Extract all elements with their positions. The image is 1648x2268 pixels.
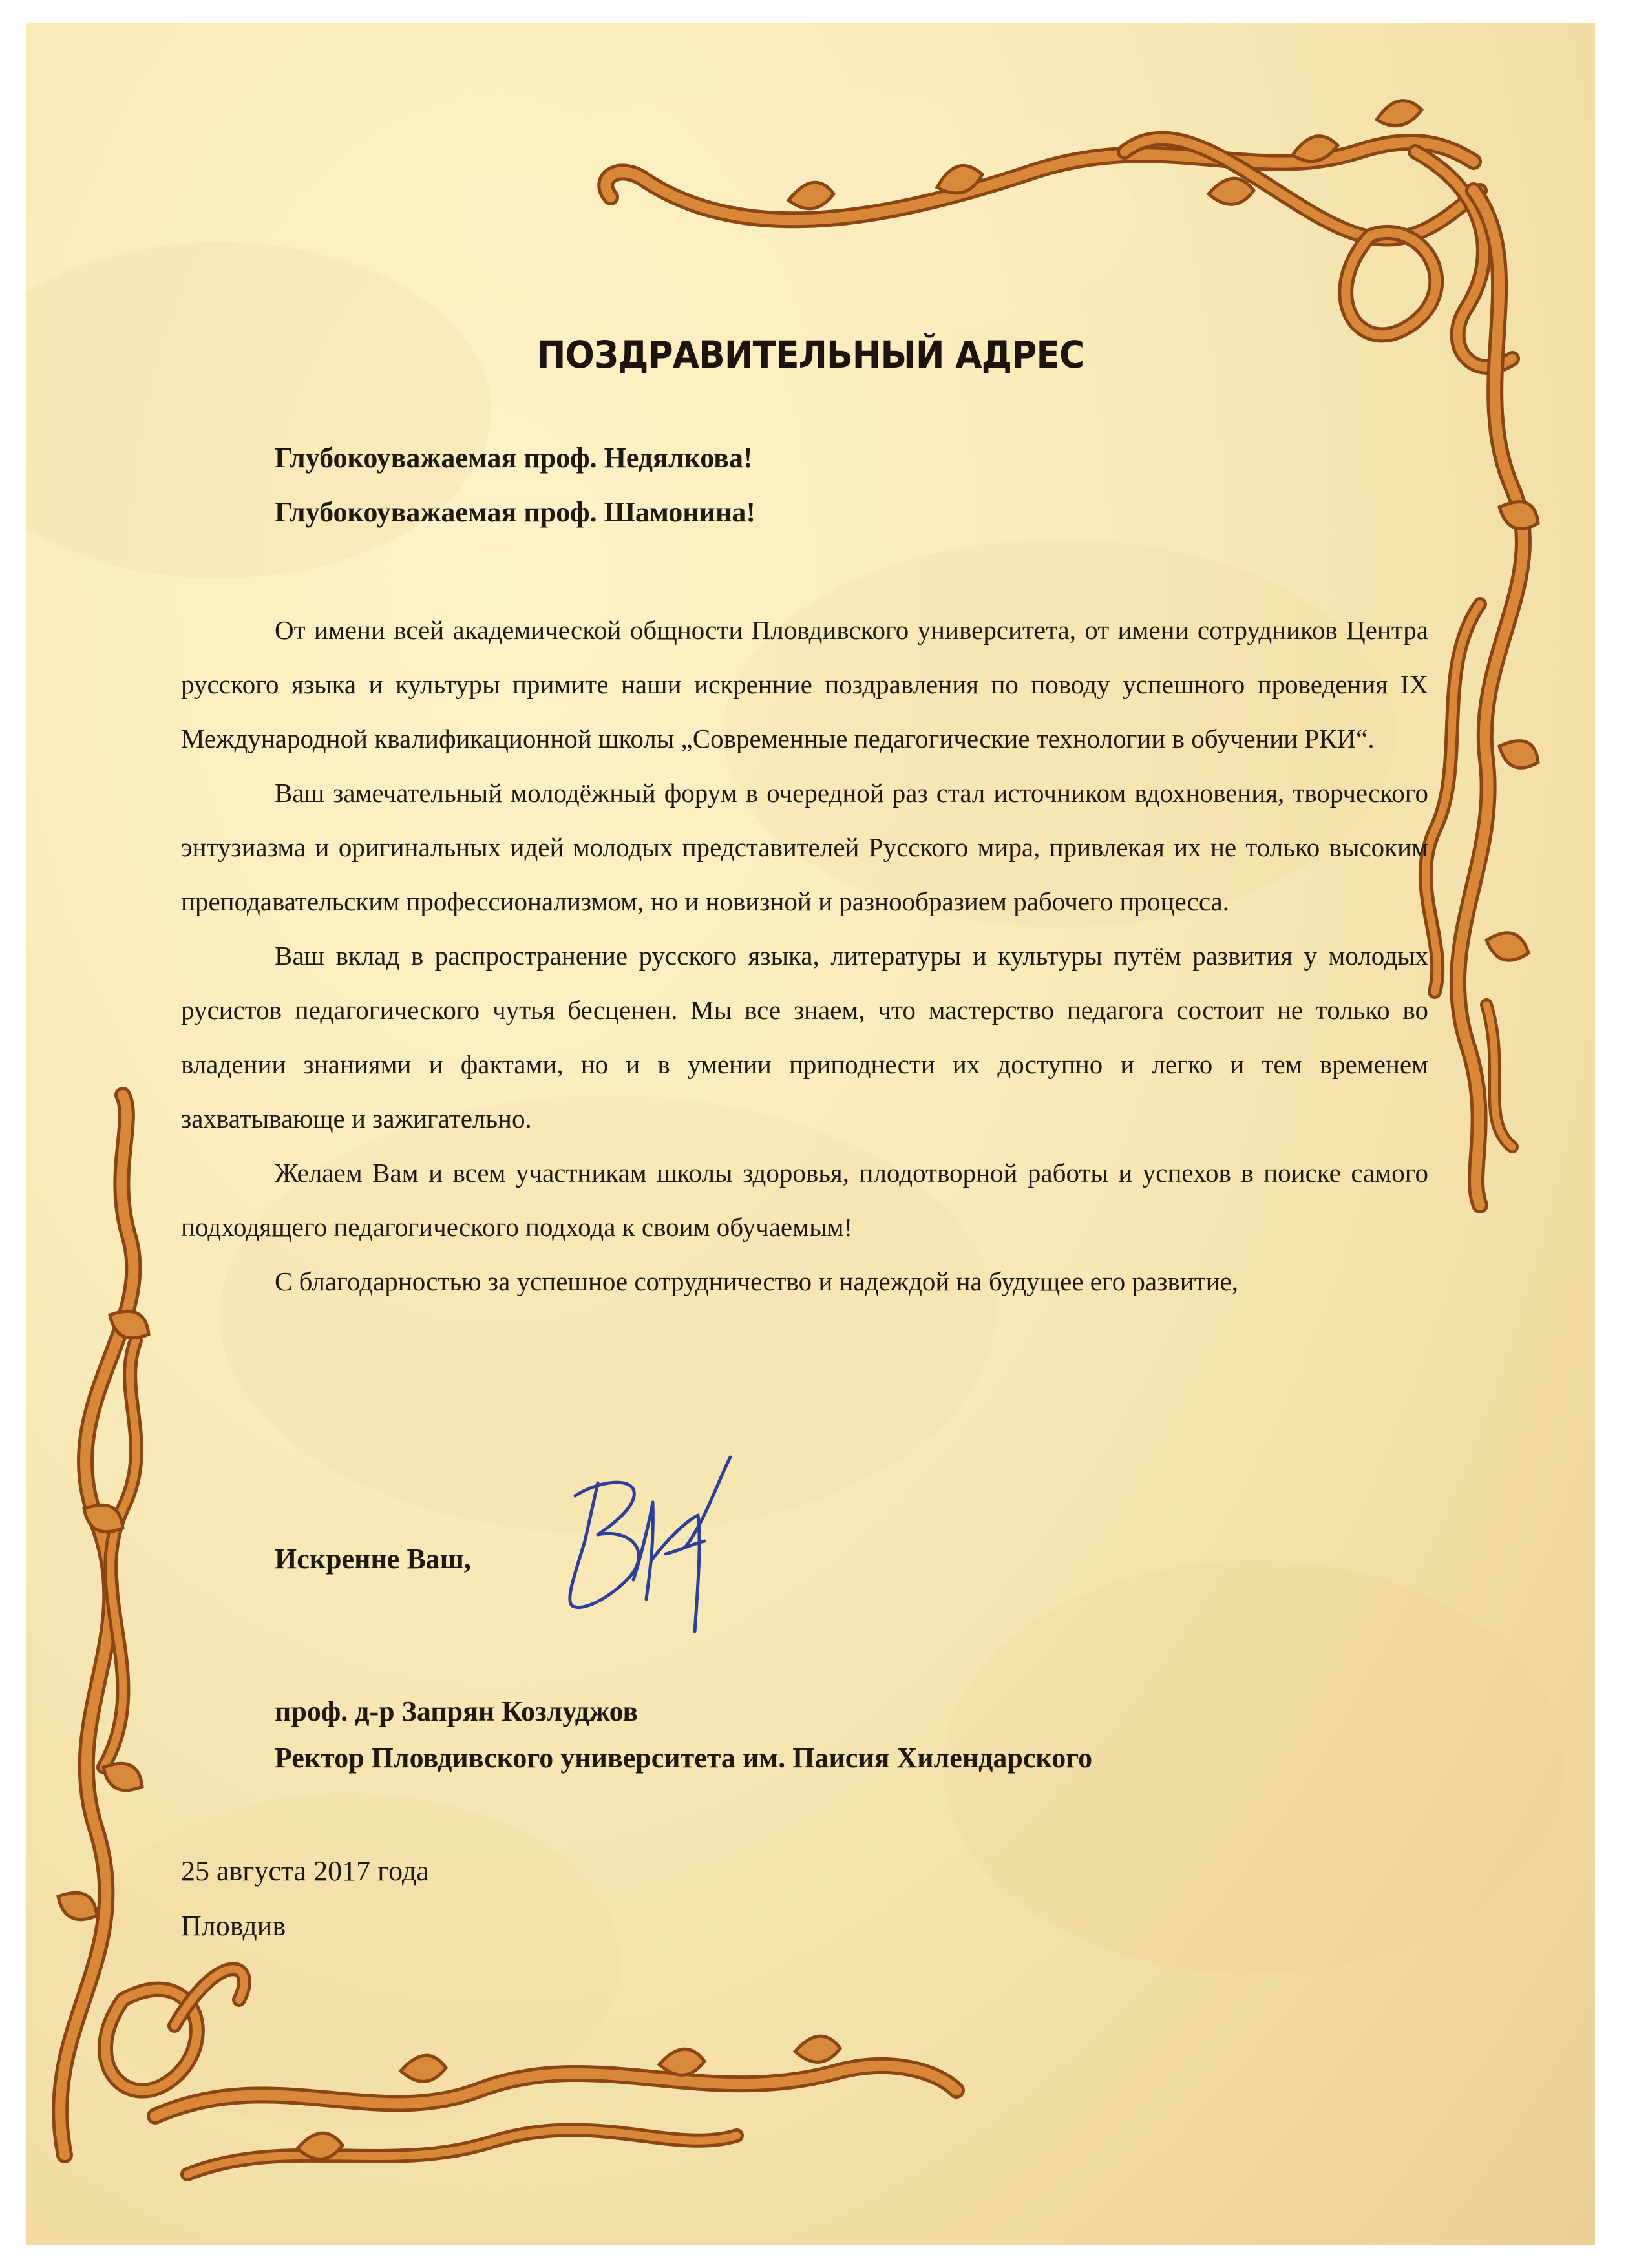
handwritten-signature xyxy=(536,1444,756,1657)
salutation-line: Глубокоуважаемая проф. Шамонина! xyxy=(275,496,756,528)
letter-city: Пловдив xyxy=(181,1910,286,1942)
certificate-page xyxy=(26,23,1595,2245)
letter-body xyxy=(181,603,1428,1308)
signer-position: Ректор Пловдивского университета им. Паисия Хилендарского xyxy=(275,1742,1093,1774)
body-paragraph: Ваш вклад в распространение русского языка, литературы и культуры путём развития у молодых русистов педагогического чутья бесценен. Мы все знаем, что мастерство педагога состоит не только во владении знаниями и фактами, но и в умении приподнести их доступно и легко и тем временем захватывающе и зажигательно. xyxy=(181,941,1428,1133)
letter-date: 25 августа 2017 года xyxy=(181,1855,429,1887)
salutation-line: Глубокоуважаемая проф. Недялкова! xyxy=(275,442,753,474)
body-paragraph: С благодарностью за успешное сотрудничество и надеждой на будущее его развитие, xyxy=(275,1266,1239,1296)
closing-line: Искренне Ваш, xyxy=(275,1543,471,1575)
body-paragraph: Ваш замечательный молодёжный форум в очередной раз стал источником вдохновения, творческого энтузиазма и оригинальных идей молодых представителей Русского мира, привлекая их не только высоким преподавательским профессионализмом, но и новизной и разнообразием рабочего процесса. xyxy=(181,778,1428,916)
body-paragraph: Желаем Вам и всем участникам школы здоровья, плодотворной работы и успехов в поиске самого подходящего педагогического подхода к своим обучаемым! xyxy=(181,1158,1428,1242)
signer-name: проф. д-р Запрян Козлуджов xyxy=(275,1696,639,1727)
body-paragraph: От имени всей академической общности Пловдивского университета, от имени сотрудников Центра русского языка и культуры примите наши искренние поздравления по поводу успешного проведения IX Международной квалификационной школы „Современные педагогические технологии в обучении РКИ“. xyxy=(181,615,1428,753)
document-title: ПОЗДРАВИТЕЛЬНЫЙ АДРЕС xyxy=(536,333,1084,377)
